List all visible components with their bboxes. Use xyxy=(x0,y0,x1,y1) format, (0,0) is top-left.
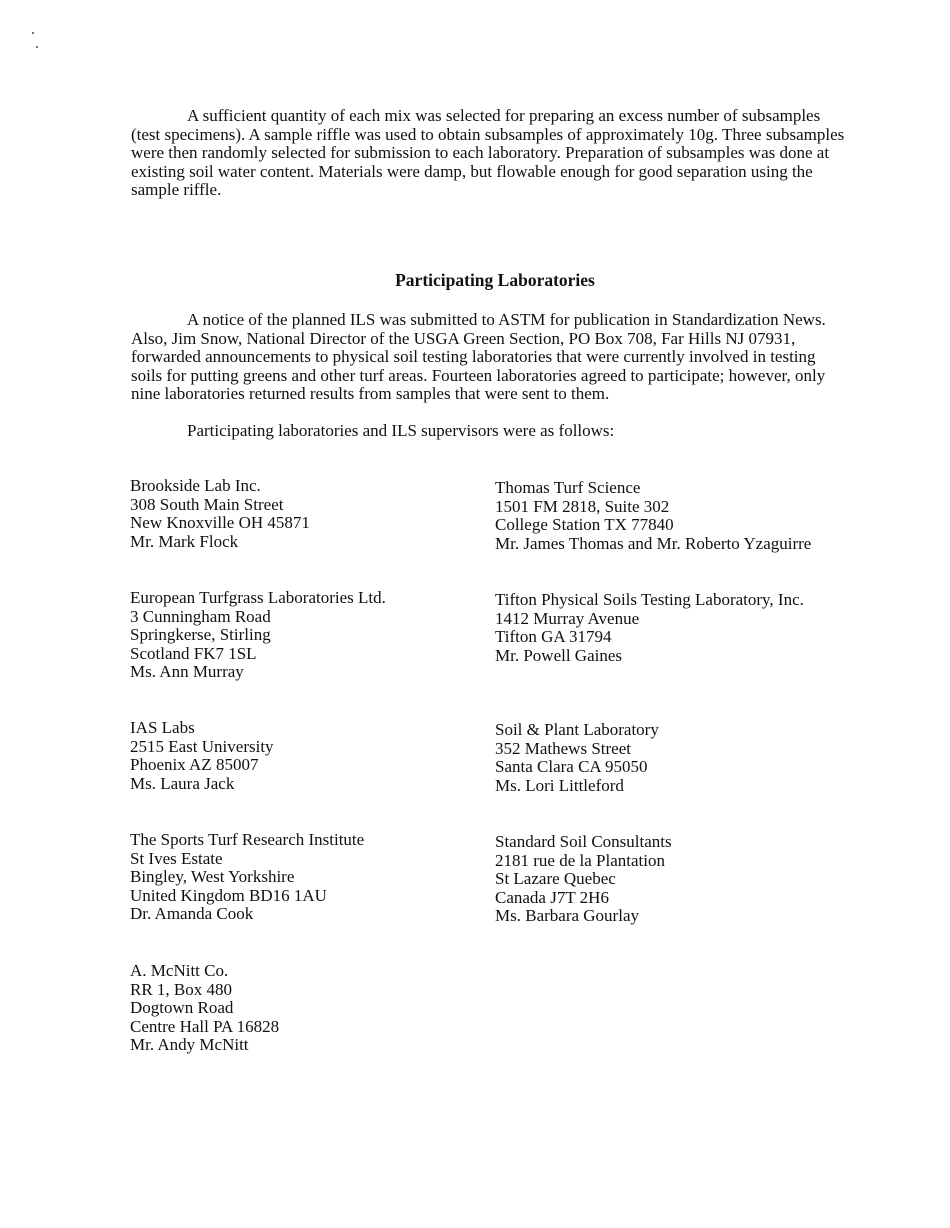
lab-name: The Sports Turf Research Institute xyxy=(130,830,365,849)
supervisor-name: Ms. Laura Jack xyxy=(130,773,235,793)
address-line: Dogtown Road xyxy=(130,998,234,1018)
scan-speck xyxy=(36,46,38,48)
lab-address-european-turfgrass xyxy=(130,589,386,682)
address-line: Santa Clara CA 95050 xyxy=(495,757,648,777)
lab-name: European Turfgrass Laboratories Ltd. xyxy=(130,588,386,607)
section-heading: Participating Laboratories xyxy=(395,270,595,290)
lab-name: Brookside Lab Inc. xyxy=(130,476,261,495)
address-line: Springkerse, Stirling xyxy=(130,625,271,645)
address-line: 2515 East University xyxy=(130,736,274,756)
lab-address-brookside xyxy=(130,477,310,551)
address-line: 1501 FM 2818, Suite 302 xyxy=(495,496,670,516)
address-line: Scotland FK7 1SL xyxy=(130,643,257,663)
address-line: Tifton GA 31794 xyxy=(495,627,612,647)
supervisor-name: Ms. Barbara Gourlay xyxy=(495,906,639,926)
supervisor-name: Mr. Mark Flock xyxy=(130,531,239,551)
scan-speck xyxy=(32,32,34,34)
address-line: Bingley, West Yorkshire xyxy=(130,867,295,887)
supervisor-name: Mr. Powell Gaines xyxy=(495,645,623,665)
supervisor-name: Ms. Ann Murray xyxy=(130,662,244,682)
lab-name: Thomas Turf Science xyxy=(495,478,641,497)
supervisor-name: Mr. James Thomas and Mr. Roberto Yzaguirre xyxy=(495,533,812,553)
address-line: 1412 Murray Avenue xyxy=(495,608,640,628)
lab-address-tifton xyxy=(495,591,804,665)
supervisors-intro: Participating laboratories and ILS supervisors were as follows: xyxy=(187,421,615,440)
notice-paragraph: A notice of the planned ILS was submitted to ASTM for publication in Standardization News. Also, Jim Snow, National Director of the USGA Green Section, PO Box 708, Far Hills NJ 07931, forwarded announcements to physical soil testing laboratories that were currently involved in testing soils for putting greens and other turf areas. Fourteen laboratories agreed to participate; however, only nine laboratories returned results from samples that were sent to them. xyxy=(131,310,826,404)
lab-name: IAS Labs xyxy=(130,718,195,737)
supervisor-name: Ms. Lori Littleford xyxy=(495,775,624,795)
address-line: College Station TX 77840 xyxy=(495,515,674,535)
address-line: New Knoxville OH 45871 xyxy=(130,513,310,533)
lab-name: Tifton Physical Soils Testing Laboratory, Inc. xyxy=(495,590,804,609)
address-line: St Ives Estate xyxy=(130,848,223,868)
lab-address-sports-turf xyxy=(130,831,364,924)
address-line: 3 Cunningham Road xyxy=(130,606,271,626)
address-line: RR 1, Box 480 xyxy=(130,979,233,999)
lab-name: Soil & Plant Laboratory xyxy=(495,720,659,739)
address-line: St Lazare Quebec xyxy=(495,869,616,889)
lab-address-mcnitt xyxy=(130,962,279,1055)
address-line: United Kingdom BD16 1AU xyxy=(130,885,327,905)
lab-address-standard-soil xyxy=(495,833,672,926)
address-line: Canada J7T 2H6 xyxy=(495,887,609,907)
address-line: Phoenix AZ 85007 xyxy=(130,755,259,775)
lab-address-thomas-turf xyxy=(495,479,811,553)
address-line: Centre Hall PA 16828 xyxy=(130,1016,280,1036)
supervisor-name: Mr. Andy McNitt xyxy=(130,1035,249,1055)
lab-name: Standard Soil Consultants xyxy=(495,832,672,851)
address-line: 352 Mathews Street xyxy=(495,738,631,758)
supervisor-name: Dr. Amanda Cook xyxy=(130,904,254,924)
lab-address-ias-labs xyxy=(130,719,274,793)
lab-address-soil-plant xyxy=(495,721,659,795)
address-line: 2181 rue de la Plantation xyxy=(495,850,665,870)
intro-paragraph: A sufficient quantity of each mix was selected for preparing an excess number of subsamples (test specimens). A sample riffle was used to obtain subsamples of approximately 10g. Three subsamples were then randomly selected for submission to each laboratory. Preparation of subsamples was done at existing soil water content. Materials were damp, but flowable enough for good separation using the sample riffle. xyxy=(131,106,845,200)
address-line: 308 South Main Street xyxy=(130,494,284,514)
lab-name: A. McNitt Co. xyxy=(130,961,229,980)
